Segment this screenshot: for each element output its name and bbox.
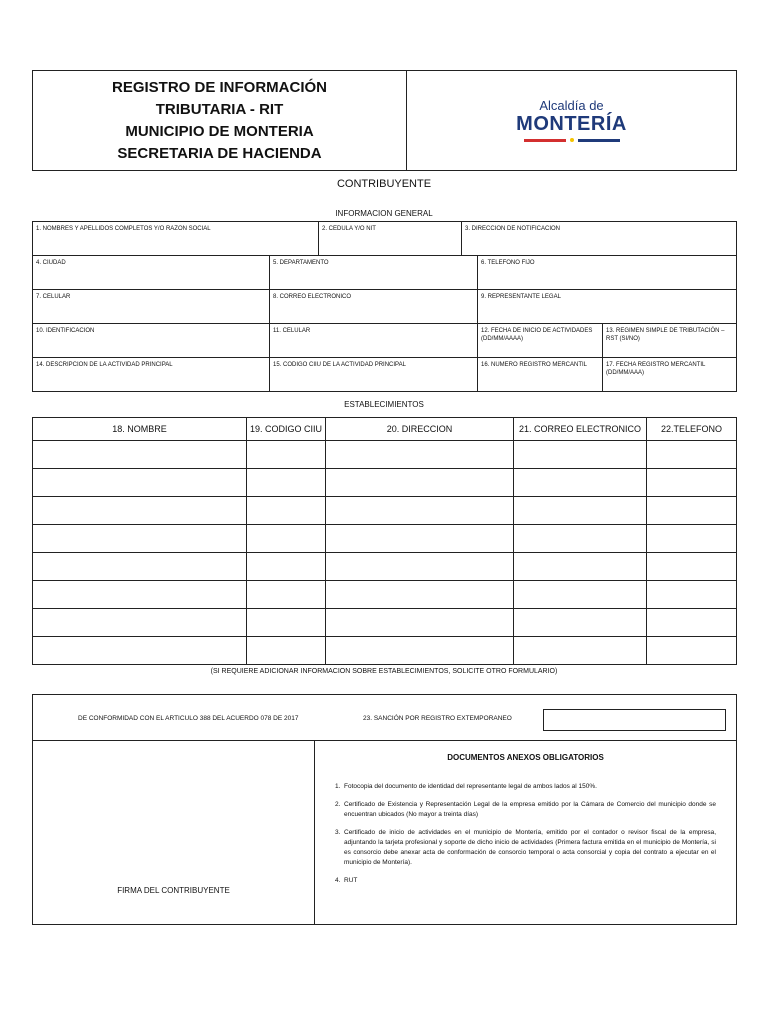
field-codigo-ciiu[interactable]: 15. CODIGO CIIU DE LA ACTIVIDAD PRINCIPAL: [270, 358, 478, 391]
establecimientos-body: [33, 441, 737, 665]
table-row: [33, 609, 737, 637]
table-row: [33, 525, 737, 553]
form-title: [33, 71, 407, 170]
field-fecha-inicio-actividades[interactable]: 12. FECHA DE INICIO DE ACTIVIDADES (DD/MM/AAAA): [478, 324, 603, 357]
table-cell[interactable]: [647, 637, 737, 665]
firma-docs-row: [33, 741, 736, 924]
firma-label: FIRMA DEL CONTRIBUYENTE: [117, 886, 230, 895]
form-header: [32, 70, 737, 171]
field-representante-legal[interactable]: 9. REPRESENTANTE LEGAL: [481, 294, 561, 300]
list-item: [335, 876, 716, 886]
table-cell[interactable]: [647, 497, 737, 525]
info-row-4: [33, 324, 736, 358]
table-row: [33, 497, 737, 525]
table-cell[interactable]: [647, 469, 737, 497]
doc-number: 1.: [335, 783, 341, 790]
table-cell[interactable]: [514, 441, 647, 469]
info-row-1: [33, 222, 736, 256]
list-item: [335, 828, 716, 868]
table-cell[interactable]: [247, 441, 326, 469]
doc-number: 2.: [335, 801, 341, 808]
table-cell[interactable]: [33, 553, 247, 581]
field-numero-registro-mercantil[interactable]: 16. NUMERO REGISTRO MERCANTIL: [478, 358, 603, 391]
info-row-2: [33, 256, 736, 290]
table-header-row: [33, 418, 737, 441]
field-ciudad[interactable]: 4. CIUDAD: [33, 256, 270, 289]
field-departamento[interactable]: 5. DEPARTAMENTO: [270, 256, 478, 289]
table-cell[interactable]: [247, 553, 326, 581]
documentos-title: DOCUMENTOS ANEXOS OBLIGATORIOS: [447, 753, 604, 762]
sancion-input-box[interactable]: [543, 709, 726, 731]
table-cell[interactable]: [33, 609, 247, 637]
table-row: [33, 581, 737, 609]
col-nombre: 18. NOMBRE: [33, 418, 247, 441]
field-direccion-notificacion[interactable]: 3. DIRECCION DE NOTIFICACION: [465, 226, 561, 232]
table-row: [33, 553, 737, 581]
field-correo-electronico[interactable]: 8. CORREO ELECTRONICO: [270, 290, 478, 323]
field-telefono-fijo[interactable]: 6. TELEFONO FIJO: [481, 260, 535, 266]
table-row: [33, 637, 737, 665]
alcaldia-logo: [407, 71, 736, 170]
table-cell[interactable]: [326, 441, 514, 469]
sancion-label: 23. SANCIÓN POR REGISTRO EXTEMPORANEO: [363, 715, 512, 722]
table-cell[interactable]: [33, 637, 247, 665]
table-cell[interactable]: [514, 525, 647, 553]
table-cell[interactable]: [247, 637, 326, 665]
field-celular[interactable]: 7. CELULAR: [33, 290, 270, 323]
table-cell[interactable]: [514, 553, 647, 581]
info-row-3: [33, 290, 736, 324]
firma-box[interactable]: [33, 741, 315, 924]
table-cell[interactable]: [514, 469, 647, 497]
section-informacion-general: INFORMACION GENERAL: [335, 209, 433, 218]
logo-red-stripe: [524, 139, 566, 142]
establecimientos-note: (SI REQUIERE ADICIONAR INFORMACION SOBRE ESTABLECIMIENTOS, SOLICITE OTRO FORMULARIO): [210, 668, 558, 675]
list-item: [335, 782, 716, 792]
table-cell[interactable]: [247, 497, 326, 525]
title-line-4: SECRETARIA DE HACIENDA: [117, 144, 322, 162]
documentos-list: [335, 782, 716, 886]
field-nombres[interactable]: 1. NOMBRES Y APELLIDOS COMPLETOS Y/O RAZON SOCIAL: [33, 222, 319, 255]
field-descripcion-actividad[interactable]: 14. DESCRIPCION DE LA ACTIVIDAD PRINCIPAL: [33, 358, 270, 391]
table-cell[interactable]: [247, 525, 326, 553]
table-cell[interactable]: [33, 441, 247, 469]
info-row-5: [33, 358, 736, 392]
col-direccion: 20. DIRECCION: [326, 418, 514, 441]
logo-line-2: MONTERÍA: [516, 113, 627, 135]
table-cell[interactable]: [247, 469, 326, 497]
list-item: [335, 800, 716, 820]
table-cell[interactable]: [33, 581, 247, 609]
table-cell[interactable]: [33, 469, 247, 497]
table-cell[interactable]: [647, 441, 737, 469]
field-regimen-simple[interactable]: 13. REGIMEN SIMPLE DE TRIBUTACIÓN – RST (SI/NO): [606, 328, 725, 342]
table-cell[interactable]: [33, 497, 247, 525]
logo-color-bar: [524, 138, 620, 142]
table-cell[interactable]: [326, 609, 514, 637]
col-codigo-ciiu: 19. CODIGO CIIU: [247, 418, 326, 441]
table-cell[interactable]: [326, 637, 514, 665]
table-cell[interactable]: [326, 469, 514, 497]
section-contribuyente: CONTRIBUYENTE: [336, 178, 432, 190]
doc-text: Certificado de inicio de actividades en el municipio de Montería, emitido por el contador o revisor fiscal de la empresa, adjuntando la tarjeta profesional y soporte de dicho inicio de actividades (Primera factura emitida en el municipio de Montería, si es consorcio debe anexar acta de conformación de consorcio temporal o acta consorcial y copia del contrato a ejecutar en el municipio de Montería).: [344, 829, 716, 866]
table-cell[interactable]: [326, 525, 514, 553]
table-cell[interactable]: [514, 637, 647, 665]
title-line-1: REGISTRO DE INFORMACIÓN: [111, 78, 327, 96]
informacion-general-grid: [32, 221, 737, 392]
table-row: [33, 469, 737, 497]
field-identificacion[interactable]: 10. IDENTIFICACION: [33, 324, 270, 357]
table-cell[interactable]: [514, 581, 647, 609]
conformidad-text: DE CONFORMIDAD CON EL ARTICULO 388 DEL ACUERDO 078 DE 2017: [78, 715, 299, 722]
table-cell[interactable]: [247, 609, 326, 637]
firma-section: [32, 694, 737, 925]
sancion-row: [33, 695, 736, 741]
doc-text: RUT: [344, 877, 358, 884]
doc-number: 3.: [335, 829, 341, 836]
title-line-2: TRIBUTARIA - RIT: [155, 100, 284, 118]
establecimientos-table: [32, 417, 737, 665]
section-establecimientos: ESTABLECIMIENTOS: [344, 400, 424, 409]
table-cell[interactable]: [514, 609, 647, 637]
logo-yellow-dot: [570, 138, 574, 142]
logo-blue-stripe: [578, 139, 620, 142]
table-cell[interactable]: [326, 553, 514, 581]
field-celular-representante[interactable]: 11. CELULAR: [270, 324, 478, 357]
table-cell[interactable]: [647, 553, 737, 581]
col-telefono: 22.TELEFONO: [647, 418, 737, 441]
doc-text: Fotocopia del documento de identidad del representante legal de ambos lados al 150%.: [344, 783, 597, 790]
table-cell[interactable]: [647, 525, 737, 553]
logo-line-1: Alcaldía de: [539, 98, 604, 113]
table-row: [33, 441, 737, 469]
table-cell[interactable]: [326, 581, 514, 609]
table-cell[interactable]: [247, 581, 326, 609]
table-cell[interactable]: [647, 581, 737, 609]
documentos-anexos: [315, 741, 736, 924]
title-line-3: MUNICIPIO DE MONTERIA: [125, 122, 314, 140]
table-cell[interactable]: [647, 609, 737, 637]
table-cell[interactable]: [514, 497, 647, 525]
table-cell[interactable]: [326, 497, 514, 525]
doc-number: 4.: [335, 877, 341, 884]
doc-text: Certificado de Existencia y Representación Legal de la empresa emitido por la Cámara de Comercio del municipio donde se encuentran ubicados (No mayor a treinta días): [344, 801, 716, 818]
field-fecha-registro-mercantil[interactable]: 17. FECHA REGISTRO MERCANTIL (DD/MM/AAA): [606, 362, 706, 376]
table-cell[interactable]: [33, 525, 247, 553]
field-cedula-nit[interactable]: 2. CEDULA Y/O NIT: [319, 222, 462, 255]
col-correo: 21. CORREO ELECTRONICO: [514, 418, 647, 441]
